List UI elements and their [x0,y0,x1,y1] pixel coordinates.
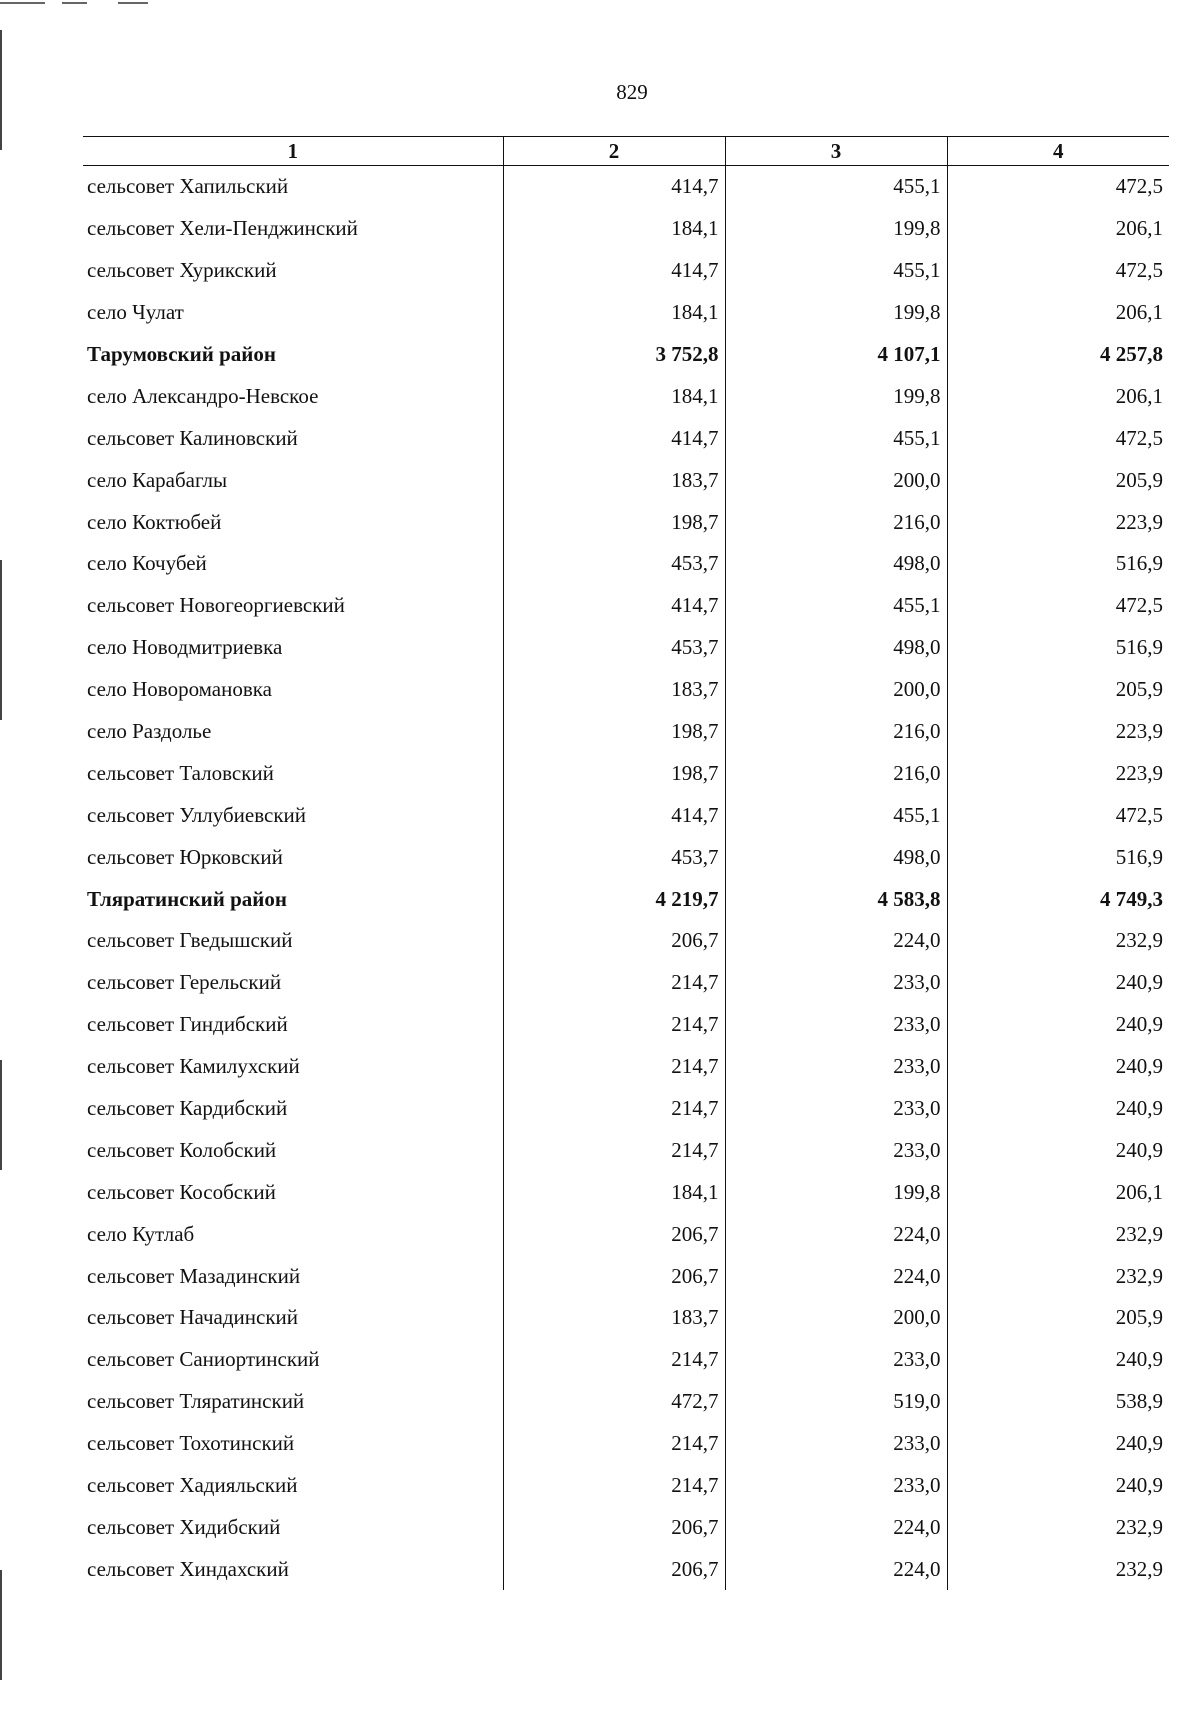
row-value-col4: 232,9 [947,1507,1169,1549]
row-value-col4: 472,5 [947,250,1169,292]
row-value-col2: 214,7 [503,1088,725,1130]
row-value-col2: 206,7 [503,1507,725,1549]
row-name-cell: село Карабаглы [87,467,228,492]
row-value-col3: 233,0 [725,1004,947,1046]
row-value-col3: 216,0 [725,711,947,753]
row-name-cell: село Новоромановка [87,677,272,702]
table-row [83,962,1169,1004]
table-row [83,752,1169,794]
column-header-1: 1 [83,137,503,166]
table-row [83,920,1169,962]
row-value-col3: 233,0 [725,1088,947,1130]
row-value-col3: 199,8 [725,1171,947,1213]
row-value-col4: 240,9 [947,1423,1169,1465]
table-row [83,1381,1169,1423]
table-row [83,585,1169,627]
row-value-col4: 232,9 [947,920,1169,962]
row-value-col3: 199,8 [725,208,947,250]
row-name-cell: сельсовет Мазадинский [87,1263,301,1288]
row-name-cell: село Коктюбей [87,509,222,534]
table-body [83,166,1169,1591]
row-value-col2: 214,7 [503,1339,725,1381]
row-value-col3: 233,0 [725,1339,947,1381]
row-value-col2: 183,7 [503,459,725,501]
row-name-cell: село Кочубей [87,551,207,576]
row-value-col2: 214,7 [503,1004,725,1046]
table-row [83,1339,1169,1381]
row-value-col3: 455,1 [725,250,947,292]
row-value-col4: 232,9 [947,1213,1169,1255]
table-row [83,166,1169,208]
table-row [83,669,1169,711]
row-name-cell: сельсовет Калиновский [87,425,298,450]
row-value-col4: 472,5 [947,417,1169,459]
table-row [83,208,1169,250]
row-value-col4: 205,9 [947,459,1169,501]
row-value-col4: 4 257,8 [947,334,1169,376]
row-value-col2: 453,7 [503,627,725,669]
row-value-col4: 472,5 [947,585,1169,627]
row-value-col2: 214,7 [503,1046,725,1088]
table-row [83,1213,1169,1255]
row-value-col2: 3 752,8 [503,334,725,376]
row-value-col3: 455,1 [725,794,947,836]
row-value-col4: 206,1 [947,292,1169,334]
row-name-cell: село Раздолье [87,719,212,744]
row-value-col4: 205,9 [947,669,1169,711]
table-row [83,1423,1169,1465]
row-value-col3: 224,0 [725,1213,947,1255]
row-value-col2: 198,7 [503,752,725,794]
page-number: 829 [616,80,648,104]
row-value-col3: 200,0 [725,669,947,711]
row-name-cell: сельсовет Гведышский [87,928,293,953]
row-name-cell: село Новодмитриевка [87,635,283,660]
row-value-col3: 233,0 [725,1129,947,1171]
row-name-cell: сельсовет Хели-Пенджинский [87,216,358,241]
row-value-col3: 519,0 [725,1381,947,1423]
scan-edge-mark [0,1060,2,1170]
row-name-cell: сельсовет Хапильский [87,174,289,199]
row-name-cell: сельсовет Кардибский [87,1096,288,1121]
table-header-row [83,137,1169,166]
row-value-col4: 223,9 [947,711,1169,753]
row-value-col4: 205,9 [947,1297,1169,1339]
row-value-col4: 232,9 [947,1548,1169,1590]
row-value-col3: 216,0 [725,501,947,543]
row-value-col2: 184,1 [503,1171,725,1213]
scan-edge-mark [0,560,2,720]
table-row [83,1548,1169,1590]
table-row [83,1129,1169,1171]
row-value-col2: 198,7 [503,501,725,543]
row-value-col4: 516,9 [947,836,1169,878]
row-name-cell: сельсовет Саниортинский [87,1347,320,1372]
table-row [83,543,1169,585]
table-row [83,1088,1169,1130]
row-name-cell: сельсовет Хидибский [87,1514,281,1539]
row-value-col4: 240,9 [947,962,1169,1004]
row-value-col3: 233,0 [725,1465,947,1507]
column-header-4: 4 [947,137,1169,166]
table-row [83,1171,1169,1213]
row-name-cell: сельсовет Тляратинский [87,1389,305,1414]
row-name-cell: сельсовет Уллубиевский [87,802,307,827]
row-value-col4: 472,5 [947,166,1169,208]
row-name-cell: сельсовет Хадияльский [87,1473,298,1498]
row-name-cell: сельсовет Хурикский [87,258,277,283]
row-value-col3: 224,0 [725,1548,947,1590]
column-header-3: 3 [725,137,947,166]
row-value-col3: 199,8 [725,375,947,417]
row-name-cell: сельсовет Новогеоргиевский [87,593,345,618]
row-value-col2: 214,7 [503,962,725,1004]
row-value-col3: 200,0 [725,1297,947,1339]
row-value-col3: 224,0 [725,920,947,962]
row-value-col2: 414,7 [503,585,725,627]
row-value-col2: 184,1 [503,292,725,334]
row-name-cell: сельсовет Хиндахский [87,1556,289,1581]
row-value-col4: 206,1 [947,208,1169,250]
data-table [83,136,1169,1590]
table-row [83,711,1169,753]
row-value-col4: 516,9 [947,543,1169,585]
row-name-cell: село Чулат [87,300,184,325]
row-value-col2: 184,1 [503,375,725,417]
row-name-cell: село Кутлаб [87,1221,195,1246]
row-value-col2: 183,7 [503,1297,725,1339]
row-value-col3: 233,0 [725,962,947,1004]
row-value-col4: 240,9 [947,1465,1169,1507]
scan-edge-mark [0,1570,2,1680]
row-value-col3: 455,1 [725,585,947,627]
row-name-cell: сельсовет Юрковский [87,844,283,869]
row-value-col3: 200,0 [725,459,947,501]
table-row [83,334,1169,376]
row-value-col2: 472,7 [503,1381,725,1423]
column-header-2: 2 [503,137,725,166]
table-row [83,794,1169,836]
scan-top-mark [0,2,45,4]
table-row [83,250,1169,292]
row-value-col2: 414,7 [503,166,725,208]
table-row [83,836,1169,878]
scan-top-mark [62,2,87,4]
table-row [83,417,1169,459]
row-value-col3: 455,1 [725,417,947,459]
row-name-cell: сельсовет Камилухский [87,1054,300,1079]
row-value-col4: 206,1 [947,1171,1169,1213]
row-value-col2: 214,7 [503,1129,725,1171]
row-value-col4: 240,9 [947,1004,1169,1046]
row-name-cell: село Александро-Невское [87,383,319,408]
row-value-col4: 240,9 [947,1339,1169,1381]
table-row [83,1046,1169,1088]
row-value-col2: 183,7 [503,669,725,711]
row-value-col4: 240,9 [947,1088,1169,1130]
table-row [83,292,1169,334]
table-row [83,1465,1169,1507]
row-value-col3: 224,0 [725,1255,947,1297]
row-value-col2: 198,7 [503,711,725,753]
row-value-col4: 538,9 [947,1381,1169,1423]
row-name-cell: сельсовет Герельский [87,970,282,995]
row-value-col3: 455,1 [725,166,947,208]
scan-top-mark [118,2,148,4]
table-row [83,375,1169,417]
row-value-col2: 414,7 [503,794,725,836]
row-value-col4: 4 749,3 [947,878,1169,920]
row-value-col2: 206,7 [503,1548,725,1590]
row-name-cell: сельсовет Гиндибский [87,1012,288,1037]
row-value-col3: 233,0 [725,1423,947,1465]
row-name-cell: сельсовет Кособский [87,1179,276,1204]
row-value-col2: 214,7 [503,1423,725,1465]
row-value-col4: 240,9 [947,1129,1169,1171]
row-value-col2: 206,7 [503,1213,725,1255]
row-value-col4: 223,9 [947,501,1169,543]
table-row [83,627,1169,669]
row-name-cell: сельсовет Тохотинский [87,1431,295,1456]
table-row [83,1297,1169,1339]
row-value-col4: 232,9 [947,1255,1169,1297]
table-row [83,1004,1169,1046]
row-value-col4: 223,9 [947,752,1169,794]
row-value-col4: 472,5 [947,794,1169,836]
row-value-col4: 240,9 [947,1046,1169,1088]
row-value-col3: 4 583,8 [725,878,947,920]
row-value-col3: 498,0 [725,543,947,585]
row-name-cell: сельсовет Таловский [87,760,274,785]
row-value-col2: 414,7 [503,250,725,292]
table-row [83,459,1169,501]
row-name-cell: Тляратинский район [87,886,288,911]
row-value-col3: 4 107,1 [725,334,947,376]
row-value-col2: 453,7 [503,543,725,585]
row-value-col4: 516,9 [947,627,1169,669]
row-value-col2: 214,7 [503,1465,725,1507]
row-value-col2: 414,7 [503,417,725,459]
row-value-col3: 233,0 [725,1046,947,1088]
row-value-col2: 4 219,7 [503,878,725,920]
row-value-col3: 216,0 [725,752,947,794]
row-value-col3: 224,0 [725,1507,947,1549]
row-name-cell: сельсовет Колобский [87,1137,277,1162]
table-row [83,1255,1169,1297]
row-name-cell: Тарумовский район [87,342,276,366]
table-row [83,1507,1169,1549]
row-value-col2: 206,7 [503,1255,725,1297]
row-value-col2: 206,7 [503,920,725,962]
row-value-col3: 498,0 [725,627,947,669]
row-name-cell: сельсовет Начадинский [87,1305,299,1330]
row-value-col2: 453,7 [503,836,725,878]
row-value-col3: 498,0 [725,836,947,878]
row-value-col2: 184,1 [503,208,725,250]
table-row [83,878,1169,920]
row-value-col4: 206,1 [947,375,1169,417]
row-value-col3: 199,8 [725,292,947,334]
table-row [83,501,1169,543]
